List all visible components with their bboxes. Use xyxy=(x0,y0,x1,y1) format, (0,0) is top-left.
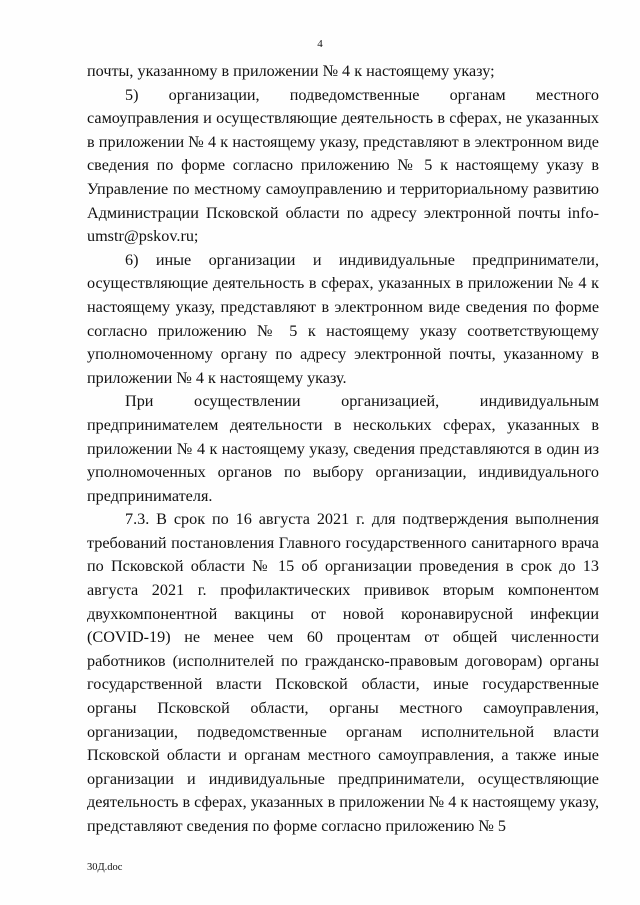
document-body xyxy=(87,60,599,839)
paragraph-multiple-spheres: При осуществлении организацией, индивидуальным предпринимателем деятельности в нескольких сферах, указанных в приложении № 4 к настоящему указу, сведения представляются в один из уполномоченных органов по выбору организации, индивидуального предпринимателя. xyxy=(87,392,599,505)
paragraph-continuation: почты, указанному в приложении № 4 к настоящему указу; xyxy=(87,62,495,80)
paragraph-7-3: 7.3. В срок по 16 августа 2021 г. для подтверждения выполнения требований постановления Главного государственного санитарного врача по Псковской области № 15 об организации проведения в срок до 13 августа 2021 г. профилактических прививок вторым компонентом двухкомпонентной вакцины от новой коронавирусной инфекции (COVID-19) не менее чем 60 процентам от общей численности работников (исполнителей по гражданско-правовым договорам) органы государственной власти Псковской области, иные государственные органы Псковской области, органы местного самоуправления, организации, подведомственные органам исполнительной власти Псковской области и органам местного самоуправления, а также иные организации и индивидуальные предприниматели, осуществляющие деятельность в сферах, указанных в приложении № 4 к настоящему указу, представляют сведения по форме согласно приложению № 5 xyxy=(87,510,599,835)
footer-filename: 30Д.doc xyxy=(87,862,123,873)
paragraph-item-5: 5) организации, подведомственные органам местного самоуправления и осуществляющие деятельность в сферах, не указанных в приложении № 4 к настоящему указу, представляют в электронном виде сведения по форме согласно приложению № 5 к настоящему указу в Управление по местному самоуправлению и территориальному развитию Администрации Псковской области по адресу электронной почты info-umstr@pskov.ru; xyxy=(87,85,599,246)
paragraph-item-6: 6) иные организации и индивидуальные предприниматели, осуществляющие деятельность в сферах, указанных в приложении № 4 к настоящему указу, представляют в электронном виде сведения по форме согласно приложению № 5 к настоящему указу соответствующему уполномоченному органу по адресу электронной почты, указанному в приложении № 4 к настоящему указу. xyxy=(87,250,599,387)
page-number: 4 xyxy=(317,38,323,50)
